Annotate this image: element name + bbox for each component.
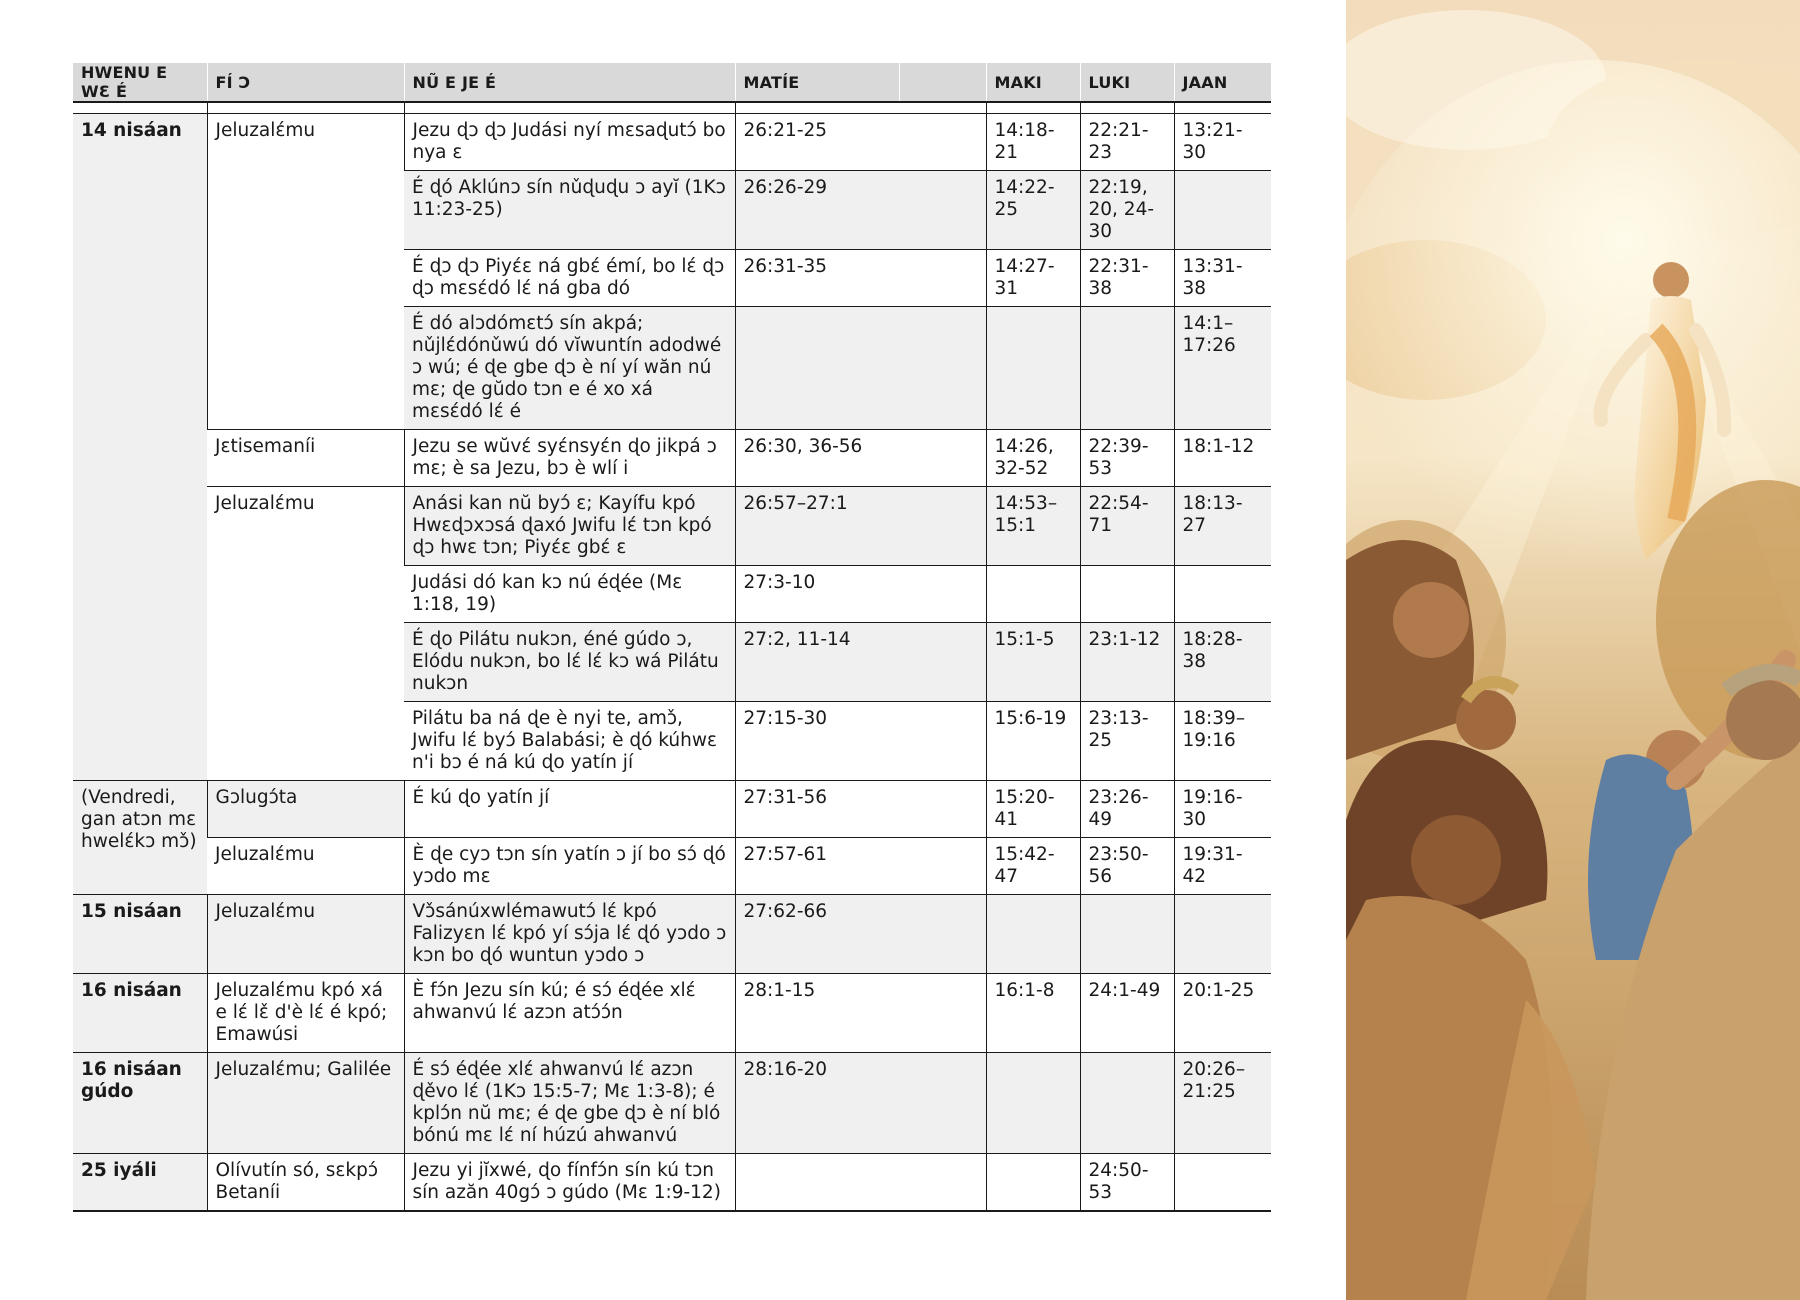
cell-jaan — [1174, 1154, 1271, 1212]
cell-luki: 22:19, 20, 24-30 — [1080, 171, 1174, 250]
cell-place: Jeluzalɛ́mu — [207, 487, 404, 781]
cell-event: Anási kan nŭ byɔ́ ɛ; Kayífu kpó Hwɛɖɔxɔsá ɖaxó Jwifu lɛ́ tɔn kpó ɖɔ hwɛ tɔn; Piyɛ́ɛ gbɛ́ ɛ — [404, 487, 735, 566]
cell-matie: 26:57–27:1 — [735, 487, 986, 566]
cell-place: Jeluzalɛ́mu — [207, 114, 404, 430]
cell-jaan: 18:13-27 — [1174, 487, 1271, 566]
table-header-row — [73, 63, 1271, 102]
cell-jaan: 13:31-38 — [1174, 250, 1271, 307]
cell-place: Jeluzalɛ́mu — [207, 838, 404, 895]
cell-place: Jeluzalɛ́mu — [207, 895, 404, 974]
cell-maki: 14:18-21 — [986, 114, 1080, 171]
cell-date: 16 nisáan gúdo — [73, 1053, 207, 1154]
cell-place: Gɔlugɔ́ta — [207, 781, 404, 838]
cell-jaan: 20:1-25 — [1174, 974, 1271, 1053]
header-matie: MATÍE — [735, 63, 899, 102]
cell-date: 14 nisáan — [73, 114, 207, 781]
table-row — [73, 974, 1271, 1053]
cell-event: È fɔ́n Jezu sín kú; é sɔ́ éɖée xlɛ́ ahwanvú lɛ́ azɔn atɔ́ɔ́n — [404, 974, 735, 1053]
cell-jaan: 13:21-30 — [1174, 114, 1271, 171]
cell-date: 15 nisáan — [73, 895, 207, 974]
header-luki: LUKI — [1080, 63, 1174, 102]
harmony-table-container — [73, 63, 1271, 1212]
cell-matie: 27:31-56 — [735, 781, 986, 838]
cell-matie: 28:16-20 — [735, 1053, 986, 1154]
cell-luki: 24:50-53 — [1080, 1154, 1174, 1212]
cell-place: Olívutín só, sɛkpɔ́ Betaníi — [207, 1154, 404, 1212]
cell-jaan: 19:31-42 — [1174, 838, 1271, 895]
cell-luki: 24:1-49 — [1080, 974, 1174, 1053]
cell-event: Jezu yi jĭxwé, ɖo fínfɔ́n sín kú tɔn sín azăn 40gɔ́ ɔ gúdo (Mɛ 1:9-12) — [404, 1154, 735, 1212]
table-row — [73, 114, 1271, 171]
header-jaan: JAAN — [1174, 63, 1271, 102]
cell-matie: 27:3-10 — [735, 566, 986, 623]
cell-event: È ɖe cyɔ tɔn sín yatín ɔ jí bo sɔ́ ɖó yɔdo mɛ — [404, 838, 735, 895]
cell-luki: 22:39-53 — [1080, 430, 1174, 487]
cell-matie: 26:30, 36-56 — [735, 430, 986, 487]
cell-place: Jɛtisemaníi — [207, 430, 404, 487]
table-row — [73, 487, 1271, 566]
cell-jaan — [1174, 171, 1271, 250]
cell-maki: 15:6-19 — [986, 702, 1080, 781]
cell-luki: 22:54-71 — [1080, 487, 1174, 566]
cell-matie: 28:1-15 — [735, 974, 986, 1053]
cell-event: É sɔ́ éɖée xlɛ́ ahwanvú lɛ́ azɔn ɖěvo lɛ́ (1Kɔ 15:5-7; Mɛ 1:3-8); é kplɔ́n nŭ mɛ; é ɖe gbe ɖɔ è ní bló bónú mɛ lɛ́ ní húzú ahwanvú — [404, 1053, 735, 1154]
header-date: HWENU E WƐ É — [73, 63, 207, 102]
cell-event: Jezu se wŭvɛ́ syɛ́nsyɛ́n ɖo jikpá ɔ mɛ; è sa Jezu, bɔ è wlí i — [404, 430, 735, 487]
cell-matie: 26:26-29 — [735, 171, 986, 250]
cell-jaan — [1174, 566, 1271, 623]
cell-event: É ɖo Pilátu nukɔn, éné gúdo ɔ, Elódu nukɔn, bo lɛ́ lɛ́ kɔ wá Pilátu nukɔn — [404, 623, 735, 702]
cell-maki: 16:1-8 — [986, 974, 1080, 1053]
cell-matie: 27:2, 11-14 — [735, 623, 986, 702]
cell-event: Pilátu ba ná ɖe è nyi te, amɔ̌, Jwifu lɛ́ byɔ́ Balabási; è ɖó kúhwɛ n'i bɔ é ná kú ɖo yatín jí — [404, 702, 735, 781]
cell-jaan: 18:1-12 — [1174, 430, 1271, 487]
cell-luki: 23:13-25 — [1080, 702, 1174, 781]
cell-place: Jeluzalɛ́mu kpó xá e lɛ́ lɛ̌ d'è lɛ́ é kpó; Emawúsi — [207, 974, 404, 1053]
header-place: FÍ Ɔ — [207, 63, 404, 102]
cell-matie: 26:21-25 — [735, 114, 986, 171]
cell-date: 25 iyáli — [73, 1154, 207, 1212]
header-spacer — [73, 102, 1271, 114]
table-row — [73, 1154, 1271, 1212]
cell-maki — [986, 566, 1080, 623]
cell-luki: 22:31-38 — [1080, 250, 1174, 307]
ascension-illustration — [1346, 0, 1800, 1300]
cell-event: É kú ɖo yatín jí — [404, 781, 735, 838]
cell-matie: 27:62-66 — [735, 895, 986, 974]
cell-maki: 15:42-47 — [986, 838, 1080, 895]
cell-luki: 23:26-49 — [1080, 781, 1174, 838]
header-empty — [899, 63, 986, 102]
cell-maki — [986, 895, 1080, 974]
cell-luki — [1080, 566, 1174, 623]
cell-event: Judási dó kan kɔ nú éɖée (Mɛ 1:18, 19) — [404, 566, 735, 623]
cell-date: 16 nisáan — [73, 974, 207, 1053]
cell-matie: 27:15-30 — [735, 702, 986, 781]
cell-jaan — [1174, 895, 1271, 974]
cell-event: É ɖɔ ɖɔ Piyɛ́ɛ ná gbɛ́ émí, bo lɛ́ ɖɔ ɖɔ mɛsɛ́dó lɛ́ ná gba dó — [404, 250, 735, 307]
cell-maki: 15:20-41 — [986, 781, 1080, 838]
cell-jaan: 18:39–19:16 — [1174, 702, 1271, 781]
cell-event: É ɖó Aklúnɔ sín nǔɖuɖu ɔ ayĭ (1Kɔ 11:23-25) — [404, 171, 735, 250]
table-row — [73, 895, 1271, 974]
cell-maki: 14:53–15:1 — [986, 487, 1080, 566]
cell-jaan: 18:28-38 — [1174, 623, 1271, 702]
cell-matie — [735, 307, 986, 430]
cell-event: É dó alɔdómɛtɔ́ sín akpá; nǔjlɛ́dónǔwú dó vĭwuntín adodwé ɔ wú; é ɖe gbe ɖɔ è ní yí wăn nú mɛ; ɖe gŭdo tɔn e é xo xá mɛsɛ́dó lɛ́ é — [404, 307, 735, 430]
cell-jaan: 19:16-30 — [1174, 781, 1271, 838]
table-row — [73, 1053, 1271, 1154]
cell-luki: 22:21-23 — [1080, 114, 1174, 171]
table-row — [73, 430, 1271, 487]
header-event: NŨ E JE É — [404, 63, 735, 102]
cell-event: Jezu ɖɔ ɖɔ Judási nyí mɛsaɖutɔ́ bo nya ɛ — [404, 114, 735, 171]
cell-maki: 14:26, 32-52 — [986, 430, 1080, 487]
cell-maki: 14:22-25 — [986, 171, 1080, 250]
cell-date: (Vendredi, gan atɔn mɛ hwelɛ́kɔ mɔ̌) — [73, 781, 207, 895]
cell-luki — [1080, 895, 1174, 974]
cell-jaan: 14:1–17:26 — [1174, 307, 1271, 430]
cell-maki — [986, 1053, 1080, 1154]
cell-maki: 15:1-5 — [986, 623, 1080, 702]
gospel-harmony-table — [73, 63, 1271, 1212]
table-row — [73, 781, 1271, 838]
cell-maki: 14:27-31 — [986, 250, 1080, 307]
cell-luki: 23:1-12 — [1080, 623, 1174, 702]
cell-jaan: 20:26–21:25 — [1174, 1053, 1271, 1154]
cell-place: Jeluzalɛ́mu; Galilée — [207, 1053, 404, 1154]
cell-matie: 26:31-35 — [735, 250, 986, 307]
cell-event: Vɔ̌sánúxwlémawutɔ́ lɛ́ kpó Falizyɛn lɛ́ kpó yí sɔ́ja lɛ́ ɖó yɔdo ɔ kɔn bo ɖó wuntun yɔdo ɔ — [404, 895, 735, 974]
header-maki: MAKI — [986, 63, 1080, 102]
cell-luki — [1080, 307, 1174, 430]
cell-maki — [986, 307, 1080, 430]
cell-luki: 23:50-56 — [1080, 838, 1174, 895]
cell-matie: 27:57-61 — [735, 838, 986, 895]
cell-luki — [1080, 1053, 1174, 1154]
table-row — [73, 838, 1271, 895]
cell-matie — [735, 1154, 986, 1212]
cell-maki — [986, 1154, 1080, 1212]
